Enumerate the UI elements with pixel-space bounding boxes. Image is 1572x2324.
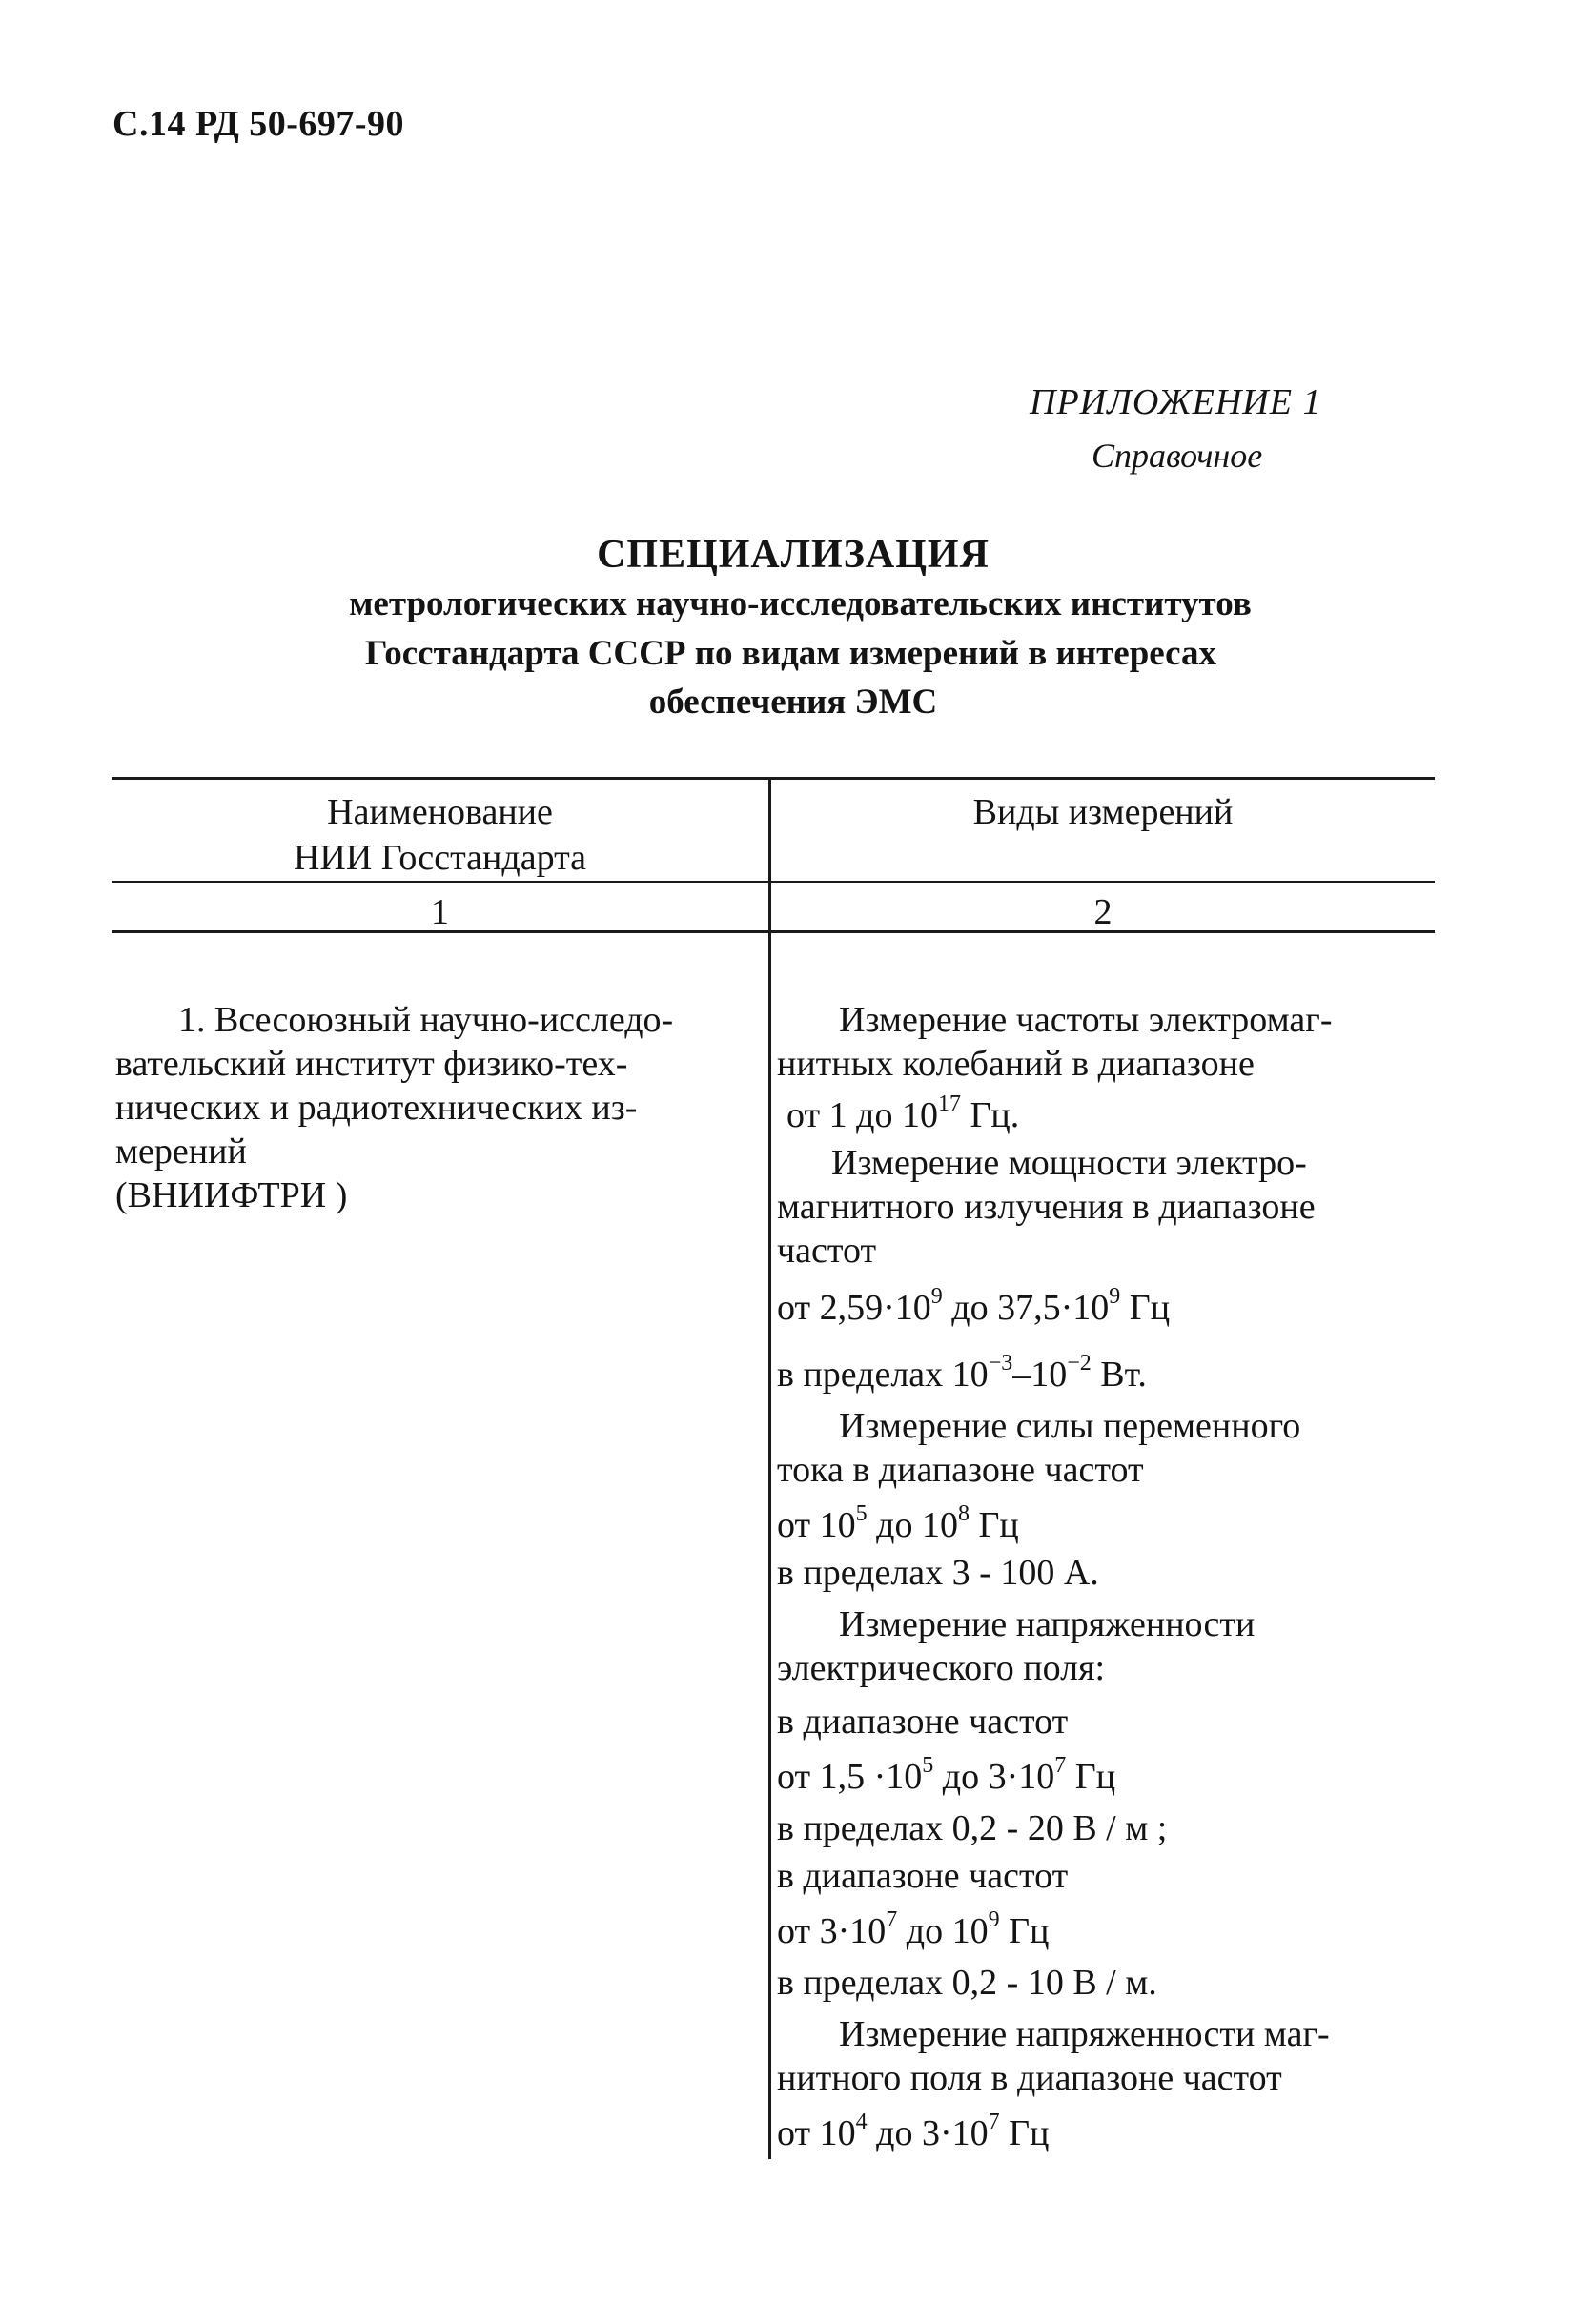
frequency-title-line: нитных колебаний в диапазоне — [777, 1044, 1255, 1084]
document-subtitle-line: Госстандарта СССР по видам измерений в интересах — [364, 634, 1217, 673]
current-title-line: Измерение силы переменного — [839, 1406, 1301, 1446]
column-header-name: Наименование — [327, 792, 553, 832]
mfield-title-line: нитного поля в диапазоне частот — [777, 2058, 1282, 2098]
table-column-divider — [768, 777, 771, 2159]
appendix-subtitle: Справочное — [1092, 437, 1263, 475]
column-header-name-line2: НИИ Госстандарта — [293, 838, 587, 878]
efield-title-line: Измерение напряженности — [839, 1604, 1256, 1644]
table-top-rule — [112, 777, 1435, 780]
institute-line: вательский институт физико-тех- — [115, 1044, 628, 1084]
efield-band-label: в диапазоне частот — [777, 1702, 1069, 1742]
efield-band-range: от $1,5 \cdot 10^5$ до $3\cdot 10^7$ Гц — [777, 1753, 1116, 1797]
power-title-line: магнитного излучения в диапазоне — [777, 1187, 1316, 1227]
document-title: СПЕЦИАЛИЗАЦИЯ — [597, 533, 990, 577]
institute-line: нических и радиотехнических из- — [115, 1088, 638, 1128]
column-header-kinds: Виды измерений — [972, 792, 1234, 832]
efield-band-limits: в пределах 0,2 - 10 В / м. — [777, 1963, 1157, 2003]
institute-line: мерений — [115, 1131, 247, 1172]
current-title-line: тока в диапазоне частот — [777, 1450, 1144, 1490]
power-range: от $2,59\cdot 10^9$ до $37,5\cdot 10^9$ Гц — [777, 1284, 1171, 1328]
page-header: С.14 РД 50-697-90 — [112, 104, 405, 144]
frequency-title-line: Измерение частоты электромаг- — [839, 1000, 1333, 1040]
mfield-range: от $10^4$ до $3\cdot 10^7$ Гц — [777, 2110, 1050, 2153]
appendix-title: ПРИЛОЖЕНИЕ 1 — [1030, 382, 1322, 422]
document-subtitle-line: обеспечения ЭМС — [648, 683, 938, 722]
efield-band-range: от $3\cdot 10^7$ до $10^9$ Гц — [777, 1907, 1050, 1951]
efield-band-label: в диапазоне частот — [777, 1856, 1069, 1896]
mfield-title-line: Измерение напряженности маг- — [839, 2014, 1330, 2054]
efield-band-limits: в пределах 0,2 - 20 В / м ; — [777, 1808, 1168, 1848]
efield-title-line: электрического поля: — [777, 1648, 1106, 1688]
power-title-line: Измерение мощности электро- — [831, 1143, 1307, 1183]
current-limits: в пределах 3 - 100 А. — [777, 1553, 1099, 1593]
column-number: 1 — [431, 892, 449, 932]
document-subtitle-line: метрологических научно-исследовательских институтов — [349, 584, 1252, 623]
current-range: от $10^5$ до $10^8$ Гц — [777, 1501, 1019, 1545]
column-number: 2 — [1093, 892, 1113, 932]
power-limits: в пределах $10^{-3}-10^{-2}$ Вт. — [777, 1351, 1147, 1395]
frequency-range: от 1 до $10^{17}$ Гц. — [786, 1091, 1020, 1135]
institute-abbreviation: (ВНИИФТРИ ) — [115, 1175, 348, 1215]
institute-line: 1. Всесоюзный научно-исследо- — [178, 1000, 674, 1040]
power-title-line: частот — [777, 1231, 877, 1271]
table-header-rule — [112, 881, 1435, 883]
